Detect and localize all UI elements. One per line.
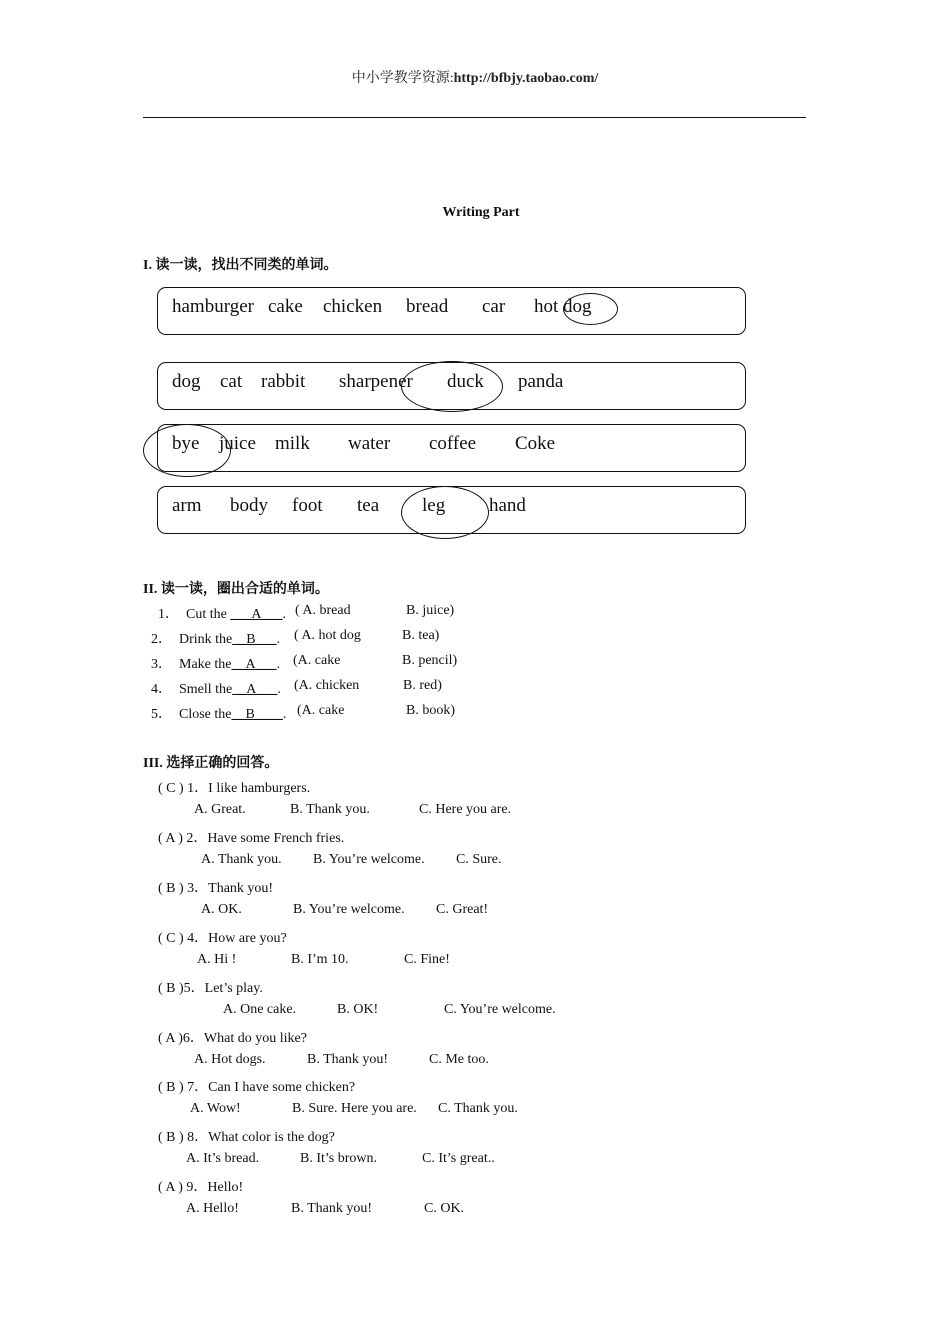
option-b: B. pencil) — [402, 653, 458, 668]
option-c: C. You’re welcome. — [444, 1002, 556, 1017]
item-number: 5． — [151, 707, 172, 722]
question: ( B ) 8．What color is the dog? — [158, 1130, 335, 1145]
option-a: A. Hello! — [186, 1201, 239, 1216]
word: chicken — [323, 296, 383, 317]
page-title: Writing Part — [442, 205, 520, 220]
section3-heading: III. 选择正确的回答。 — [143, 756, 279, 771]
answer-blank: __A___ — [231, 657, 277, 672]
option-b: B. Thank you. — [290, 802, 370, 817]
answer-circle — [401, 361, 503, 412]
option-c: C. Thank you. — [438, 1101, 518, 1116]
option-a: (A. cake — [297, 703, 345, 718]
option-c: C. Here you are. — [419, 802, 512, 817]
item-end: . — [282, 707, 287, 722]
option-a: A. Wow! — [190, 1101, 241, 1116]
answer-circle — [143, 424, 231, 477]
word: car — [482, 296, 506, 317]
word: dog — [172, 371, 201, 392]
word: coffee — [429, 433, 477, 454]
option-a: ( A. hot dog — [294, 628, 361, 643]
option-b: B. I’m 10. — [291, 952, 349, 967]
question: ( B ) 3．Thank you! — [158, 881, 274, 896]
header-url: http://bfbjy.taobao.com/ — [453, 71, 599, 86]
header-rule — [143, 117, 806, 118]
answer-blank: ___A___ — [230, 607, 283, 622]
word: arm — [172, 495, 202, 516]
answer-blank: __A___ — [232, 682, 278, 697]
item-number: 3． — [151, 657, 172, 672]
item-text: Drink the — [179, 632, 233, 647]
option-a: (A. cake — [293, 653, 341, 668]
word: cake — [268, 296, 303, 317]
option-c: C. OK. — [424, 1201, 465, 1216]
option-c: C. It’s great.. — [422, 1151, 495, 1166]
question: ( C ) 4．How are you? — [158, 931, 287, 946]
option-c: C. Great! — [436, 902, 489, 917]
item-end: . — [276, 657, 281, 672]
option-a: A. It’s bread. — [186, 1151, 260, 1166]
option-a: A. OK. — [201, 902, 242, 917]
header-label: 中小学教学资源: — [351, 71, 454, 86]
option-a: (A. chicken — [294, 678, 360, 693]
question: ( A ) 9．Hello! — [158, 1180, 244, 1195]
word: milk — [275, 433, 310, 454]
word: tea — [357, 495, 380, 516]
option-c: C. Sure. — [456, 852, 502, 867]
word: body — [230, 495, 268, 516]
option-c: C. Me too. — [429, 1052, 489, 1067]
word: panda — [518, 371, 564, 392]
option-b: B. red) — [403, 678, 442, 693]
option-a: A. Hot dogs. — [194, 1052, 266, 1067]
word: Coke — [515, 433, 556, 454]
fill-item — [151, 703, 286, 723]
option-b: B. Thank you! — [291, 1201, 373, 1216]
item-number: 2． — [151, 632, 172, 647]
word: duck — [447, 371, 484, 392]
word: hamburger — [172, 296, 254, 317]
word: cat — [220, 371, 243, 392]
fill-item — [151, 653, 280, 673]
item-text: Make the — [179, 657, 232, 672]
word: bread — [406, 296, 449, 317]
item-number: 1． — [158, 607, 179, 622]
option-a: ( A. bread — [295, 603, 351, 618]
option-b: B. juice) — [406, 603, 455, 618]
option-b: B. It’s brown. — [300, 1151, 377, 1166]
answer-blank: __B___ — [232, 632, 277, 647]
word: hot dog — [534, 296, 592, 317]
option-b: B. You’re welcome. — [293, 902, 405, 917]
word: rabbit — [261, 371, 306, 392]
word: foot — [292, 495, 323, 516]
option-a: A. One cake. — [223, 1002, 297, 1017]
page-header — [0, 67, 950, 87]
item-number: 4． — [151, 682, 172, 697]
option-b: B. You’re welcome. — [313, 852, 425, 867]
option-b: B. book) — [406, 703, 455, 718]
section1-heading: I. 读一读，找出不同类的单词。 — [143, 258, 338, 273]
answer-circle — [563, 293, 618, 325]
word: bye — [172, 433, 200, 454]
option-a: A. Thank you. — [201, 852, 282, 867]
item-end: . — [282, 607, 286, 622]
answer-circle — [401, 486, 489, 539]
item-end: . — [277, 682, 281, 697]
question: ( B )5．Let’s play. — [158, 981, 263, 996]
fill-item — [151, 628, 280, 648]
answer-blank: __B____ — [231, 707, 283, 722]
item-text: Cut the — [186, 607, 227, 622]
option-b: B. Sure. Here you are. — [292, 1101, 417, 1116]
item-text: Close the — [179, 707, 232, 722]
word: leg — [422, 495, 446, 516]
question: ( B ) 7．Can I have some chicken? — [158, 1080, 356, 1095]
fill-item — [151, 678, 281, 698]
item-text: Smell the — [179, 682, 233, 697]
option-c: C. Fine! — [404, 952, 450, 967]
word: juice — [219, 433, 256, 454]
question: ( A ) 2．Have some French fries. — [158, 831, 345, 846]
fill-item — [158, 603, 286, 623]
option-b: B. Thank you! — [307, 1052, 389, 1067]
option-b: B. OK! — [337, 1002, 379, 1017]
word: sharpener — [339, 371, 413, 392]
word: hand — [489, 495, 526, 516]
section2-heading: II. 读一读，圈出合适的单词。 — [143, 582, 329, 597]
question: ( A )6．What do you like? — [158, 1031, 307, 1046]
option-a: A. Great. — [194, 802, 246, 817]
word: water — [348, 433, 391, 454]
option-a: A. Hi ! — [197, 952, 237, 967]
option-b: B. tea) — [402, 628, 440, 643]
item-end: . — [276, 632, 281, 647]
question: ( C ) 1．I like hamburgers. — [158, 781, 311, 796]
